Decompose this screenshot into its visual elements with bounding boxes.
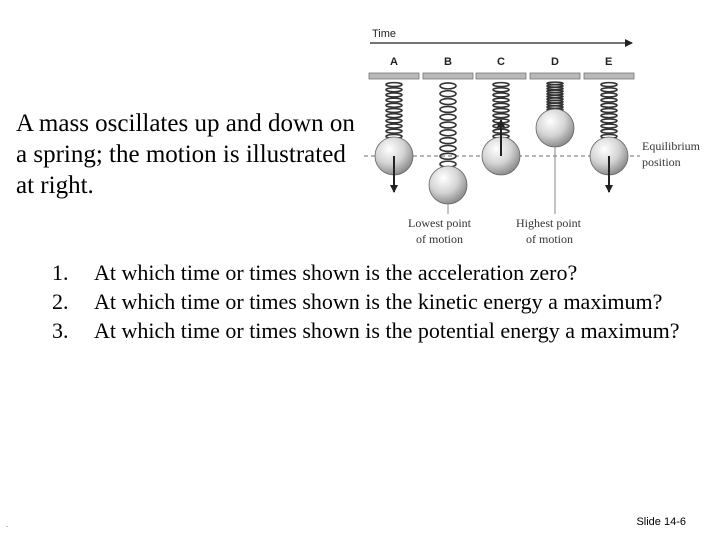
question-number: 2.	[52, 289, 69, 314]
spring-mass-diagram	[360, 18, 720, 253]
spring-loop	[386, 119, 402, 123]
mass-ball	[536, 109, 574, 147]
question-text: At which time or times shown is the kinetic energy a maximum?	[94, 289, 663, 314]
slide-number: Slide 14-6	[636, 516, 686, 528]
spring-loop	[440, 130, 456, 136]
ceiling-bar	[584, 73, 634, 79]
spring-loop	[601, 129, 617, 133]
spring-loop	[493, 93, 509, 97]
corner-mark: .	[6, 520, 9, 529]
time-letter: A	[390, 56, 398, 68]
question-text: At which time or times shown is the potential energy a maximum?	[94, 318, 680, 343]
question-text: At which time or times shown is the acceleration zero?	[94, 260, 578, 285]
spring-loop	[493, 109, 509, 113]
ceiling-bar	[530, 73, 580, 79]
time-letter: D	[551, 56, 559, 68]
question-number: 3.	[52, 318, 69, 343]
time-letter: E	[605, 56, 613, 68]
spring-loop	[440, 138, 456, 144]
spring-loop	[386, 109, 402, 113]
spring-loop	[386, 114, 402, 118]
spring-loop	[601, 93, 617, 97]
spring-loop	[601, 114, 617, 118]
spring-loop	[440, 145, 456, 151]
spring-loop	[386, 124, 402, 128]
spring-loop	[493, 88, 509, 92]
highest-point-label: of motion	[526, 232, 573, 246]
spring-loop	[601, 124, 617, 128]
ceiling-bar	[476, 73, 526, 79]
spring-loop	[601, 103, 617, 107]
intro-text: A mass oscillates up and down on a spring; the motion is illustrated at right.	[16, 110, 355, 199]
question-item	[52, 316, 692, 345]
spring-loop	[601, 83, 617, 87]
spring-mass-svg	[360, 18, 720, 253]
spring-loop	[440, 114, 456, 120]
spring-loop	[440, 99, 456, 105]
spring-coil	[547, 82, 563, 111]
spring-loop	[386, 103, 402, 107]
spring-loop	[386, 93, 402, 97]
question-number: 1.	[52, 260, 69, 285]
spring-coil	[601, 83, 617, 139]
spring-loop	[601, 119, 617, 123]
time-letter: B	[444, 56, 452, 68]
highest-point-label: Highest point	[516, 216, 581, 230]
mass-ball	[429, 166, 467, 204]
spring-loop	[386, 98, 402, 102]
spring-loop	[440, 91, 456, 97]
spring-loop	[601, 98, 617, 102]
ceiling-bar	[369, 73, 419, 79]
spring-coil	[386, 83, 402, 139]
spring-loop	[440, 122, 456, 128]
spring-loop	[601, 109, 617, 113]
lowest-point-label: Lowest point	[408, 216, 471, 230]
question-list	[52, 258, 692, 345]
question-item	[52, 287, 692, 316]
spring-loop	[386, 129, 402, 133]
spring-loop	[386, 88, 402, 92]
lowest-point-label: of motion	[416, 232, 463, 246]
spring-loop	[386, 83, 402, 87]
equilibrium-label: position	[642, 155, 681, 169]
time-label: Time	[372, 28, 397, 40]
spring-loop	[493, 114, 509, 118]
time-letter: C	[497, 56, 505, 68]
spring-loop	[493, 98, 509, 102]
equilibrium-label: Equilibrium	[642, 139, 700, 153]
ceiling-bar	[423, 73, 473, 79]
spring-coil	[440, 83, 456, 167]
spring-loop	[493, 103, 509, 107]
spring-loop	[440, 83, 456, 89]
question-item	[52, 258, 692, 287]
spring-loop	[493, 83, 509, 87]
spring-loop	[440, 106, 456, 112]
spring-loop	[601, 88, 617, 92]
